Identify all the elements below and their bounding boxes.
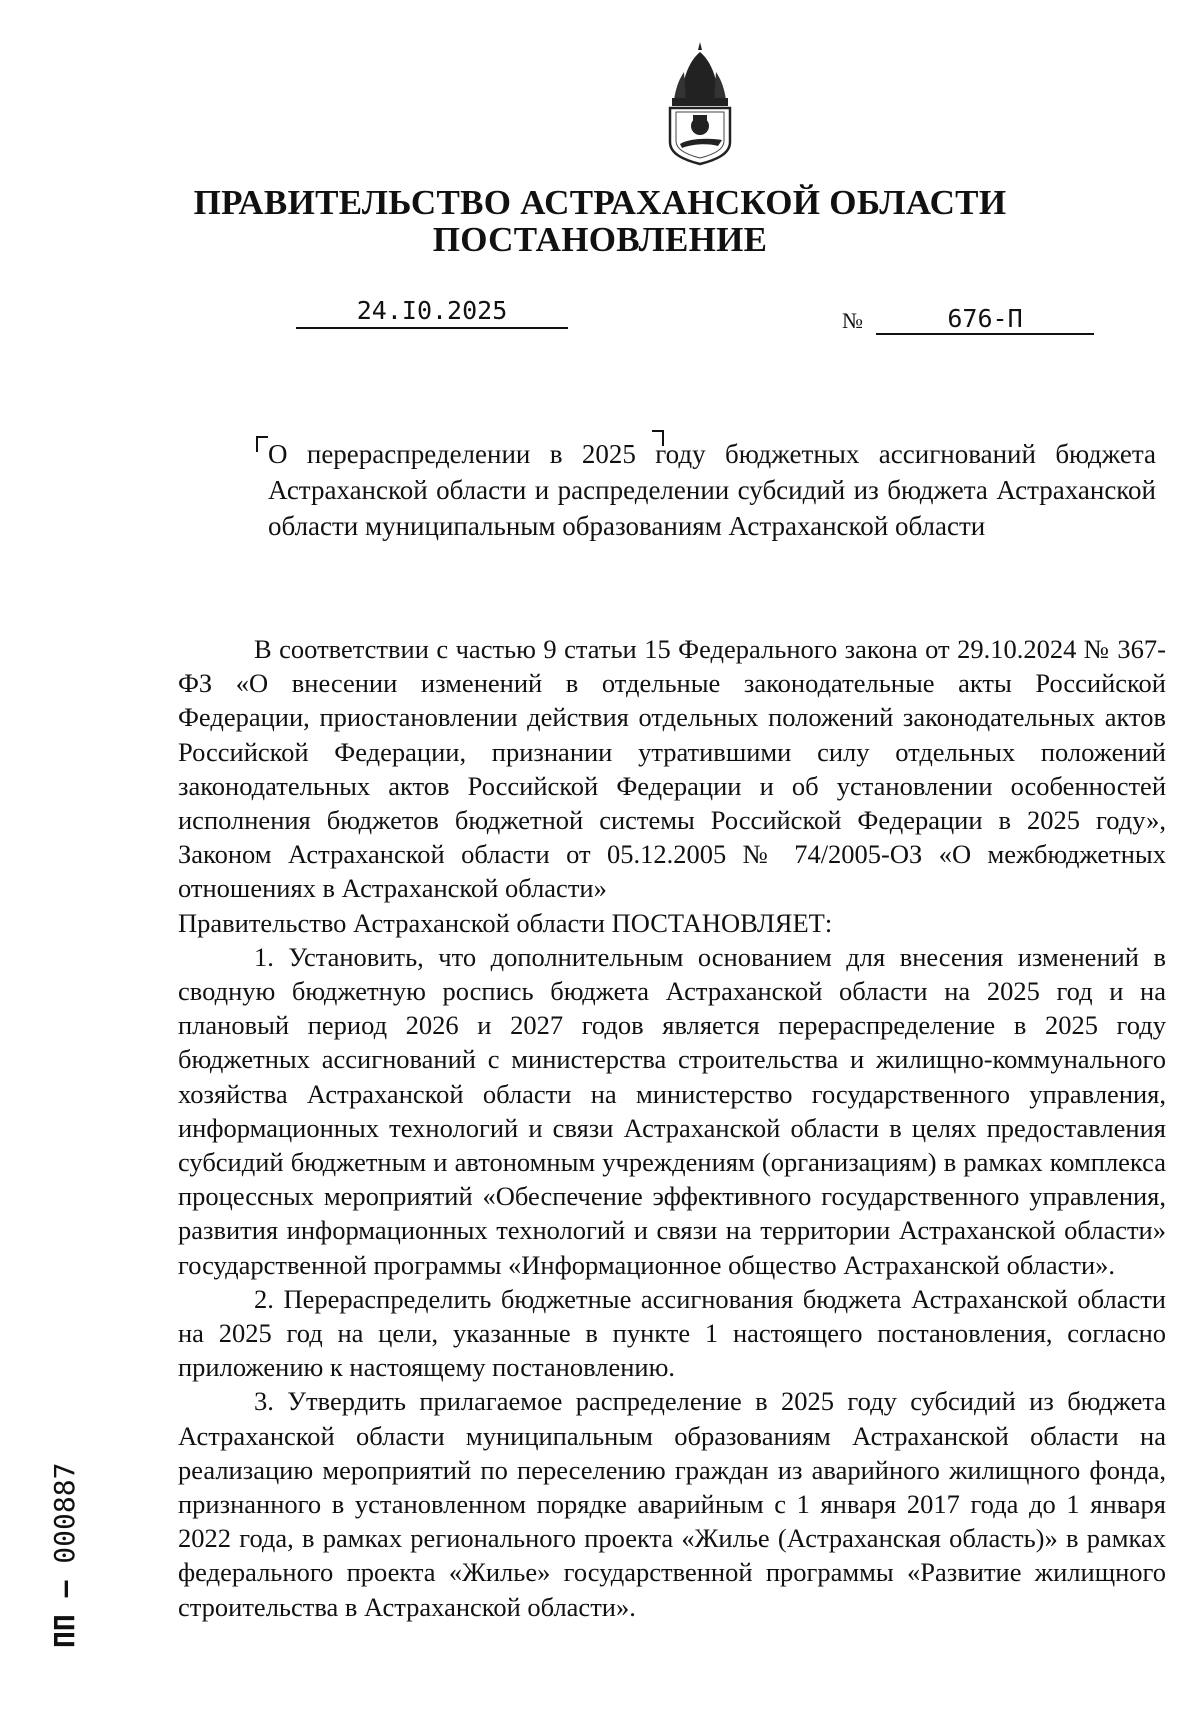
preamble-paragraph: В соответствии с частью 9 статьи 15 Федерального закона от 29.10.2024 № 367-ФЗ «О внесении изменений в отдельные законодательные акты Российской Федерации, приостановлении действия отдельных положений законодательных актов Российской Федерации, признании утратившими силу отдельных положений законодательных актов Российской Федерации и об установлении особенностей исполнения бюджетов бюджетной системы Российской Федерации в 2025 году», Законом Астраханской области от 05.12.2005 № 74/2005-ОЗ «О межбюджетных отношениях в Астраханской области» <box>178 634 1166 904</box>
stamp-serial: 000887 <box>48 1462 81 1564</box>
coat-of-arms-emblem <box>660 38 740 166</box>
item-paragraph: 2. Перераспределить бюджетные ассигнования бюджета Астраханской области на 2025 год на цели, указанные в пункте 1 настоящего постановления, согласно приложению к настоящему постановлению. <box>178 1283 1166 1383</box>
document-subject: О перераспределении в 2025 году бюджетных ассигнований бюджета Астраханской области и распределении субсидий из бюджета Астраханской области муниципальным образованиям Астраханской области <box>268 439 1156 541</box>
resolves-line: Правительство Астраханской области ПОСТАНОВЛЯЕТ: <box>178 907 833 938</box>
document-number: 676-П <box>876 304 1094 335</box>
subject-corner-mark-left <box>256 436 268 452</box>
item-paragraph: 1. Установить, что дополнительным основанием для внесения изменений в сводную бюджетную роспись бюджета Астраханской области на 2025 год и на плановый период 2026 и 2027 годов является перераспределение в 2025 году бюджетных ассигнований с министерства строительства и жилищно-коммунального хозяйства Астраханской области на министерство государственного управления, информационных технологий и связи Астраханской области в целях предоставления субсидий бюджетным и автономным учреждениям (организациям) в рамках комплекса процессных мероприятий «Обеспечение эффективного государственного управления, развития информационных технологий и связи на территории Астраханской области» государственной программы «Информационное общество Астраханской области». <box>178 941 1166 1280</box>
registration-stamp <box>48 1463 81 1648</box>
document-type-title: ПОСТАНОВЛЕНИЕ <box>432 220 768 259</box>
document-body <box>178 632 1166 1624</box>
government-title: ПРАВИТЕЛЬСТВО АСТРАХАНСКОЙ ОБЛАСТИ <box>193 183 1007 222</box>
stamp-prefix: ПП – <box>48 1580 81 1648</box>
item-paragraph: 3. Утвердить прилагаемое распределение в 2025 году субсидий из бюджета Астраханской области муниципальным образованиям Астраханской области на реализацию мероприятий по переселению граждан из аварийного жилищного фонда, признанного в установленном порядке аварийным с 1 января 2017 года до 1 января 2022 года, в рамках регионального проекта «Жилье (Астраханская область)» в рамках федерального проекта «Жилье» государственной программы «Развитие жилищного строительства в Астраханской области». <box>178 1386 1166 1622</box>
document-date: 24.I0.2025 <box>296 296 568 329</box>
number-label: № <box>842 308 863 333</box>
